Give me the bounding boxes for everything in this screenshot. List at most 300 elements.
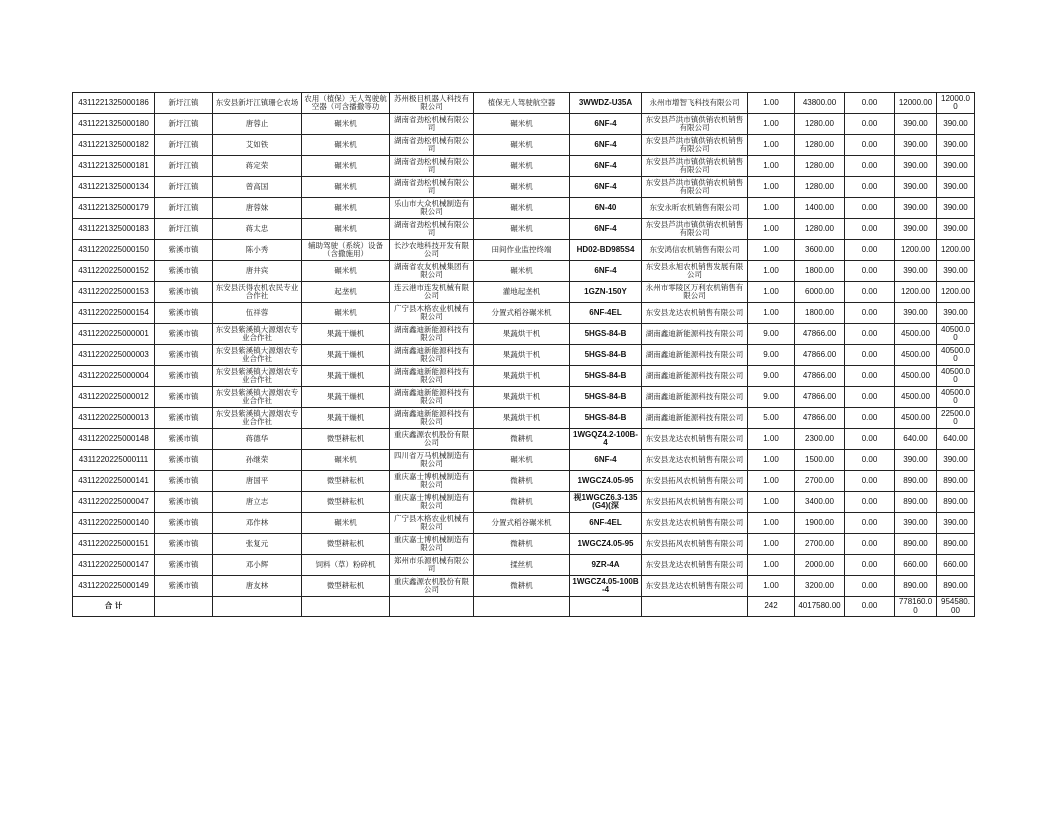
unit-subsidy-cell: 390.00 xyxy=(895,114,937,135)
sale-price-cell: 2700.00 xyxy=(795,534,845,555)
quantity-cell: 1.00 xyxy=(748,156,795,177)
manufacturer-cell: 连云港市连发机械有限公司 xyxy=(390,282,474,303)
table-row xyxy=(73,387,975,408)
col-value-a-cell: 0.00 xyxy=(845,471,895,492)
township-cell: 新圩江镇 xyxy=(155,156,213,177)
sale-price-cell: 1280.00 xyxy=(795,135,845,156)
machine-category-cell: 起垄机 xyxy=(302,282,390,303)
quantity-cell: 9.00 xyxy=(748,366,795,387)
product-name-cell: 田间作业监控终端 xyxy=(474,240,570,261)
manufacturer-cell: 湖南省劲松机械有限公司 xyxy=(390,177,474,198)
machine-category-cell: 碾米机 xyxy=(302,156,390,177)
product-name-cell: 微耕机 xyxy=(474,471,570,492)
dealer-cell: 东安县拓风农机销售有限公司 xyxy=(642,492,748,513)
product-name-cell: 微耕机 xyxy=(474,429,570,450)
manufacturer-cell: 湖南省劲松机械有限公司 xyxy=(390,114,474,135)
product-name-cell: 分置式稻谷碾米机 xyxy=(474,513,570,534)
township-cell: 紫溪市镇 xyxy=(155,345,213,366)
record-id-cell: 4311220225000151 xyxy=(73,534,155,555)
record-id-cell: 4311221325000182 xyxy=(73,135,155,156)
quantity-cell: 1.00 xyxy=(748,219,795,240)
record-id-cell: 4311220225000149 xyxy=(73,576,155,597)
township-cell: 紫溪市镇 xyxy=(155,450,213,471)
model-cell: 6NF-4EL xyxy=(570,513,642,534)
quantity-cell: 1.00 xyxy=(748,450,795,471)
dealer-cell: 东安鸿信农机销售有限公司 xyxy=(642,240,748,261)
model-cell: 6NF-4 xyxy=(570,261,642,282)
subsidy-table xyxy=(72,92,974,617)
township-cell: 紫溪市镇 xyxy=(155,408,213,429)
col-value-a-cell: 0.00 xyxy=(845,93,895,114)
model-cell: 6NF-4 xyxy=(570,450,642,471)
dealer-cell: 东安永昕农机销售有限公司 xyxy=(642,198,748,219)
township-cell: 紫溪市镇 xyxy=(155,429,213,450)
table-row xyxy=(73,177,975,198)
record-id-cell: 4311220225000148 xyxy=(73,429,155,450)
table-row xyxy=(73,282,975,303)
table-row xyxy=(73,429,975,450)
total-subsidy-cell: 390.00 xyxy=(937,198,975,219)
township-cell: 紫溪市镇 xyxy=(155,282,213,303)
col-value-a-cell: 0.00 xyxy=(845,156,895,177)
machine-category-cell: 农用（植保）无人驾驶航空器（可含播撒等功 xyxy=(302,93,390,114)
total-subsidy-cell: 390.00 xyxy=(937,450,975,471)
total-subsidy-cell: 390.00 xyxy=(937,513,975,534)
col-value-a-cell: 0.00 xyxy=(845,450,895,471)
dealer-cell: 东安县芦洪市镇供销农机销售有限公司 xyxy=(642,177,748,198)
model-cell: 5HGS-84-B xyxy=(570,408,642,429)
product-name-cell: 碾米机 xyxy=(474,156,570,177)
table-row xyxy=(73,240,975,261)
manufacturer-cell: 乐山市大众机械制造有限公司 xyxy=(390,198,474,219)
sale-price-cell: 2000.00 xyxy=(795,555,845,576)
table-row xyxy=(73,198,975,219)
township-cell: 新圩江镇 xyxy=(155,114,213,135)
dealer-cell: 东安县永旭农机销售发展有限公司 xyxy=(642,261,748,282)
total-subsidy-cell: 22500.00 xyxy=(937,408,975,429)
buyer-cell: 唐立志 xyxy=(213,492,302,513)
township-cell: 紫溪市镇 xyxy=(155,240,213,261)
dealer-cell: 湖南鑫迪新能源科技有限公司 xyxy=(642,387,748,408)
manufacturer-cell: 湖南省劲松机械有限公司 xyxy=(390,219,474,240)
table-row xyxy=(73,219,975,240)
sale-price-cell: 1800.00 xyxy=(795,261,845,282)
model-cell: 6NF-4 xyxy=(570,177,642,198)
manufacturer-cell: 广宁县木格农业机械有限公司 xyxy=(390,513,474,534)
record-id-cell: 4311220225000154 xyxy=(73,303,155,324)
table-row xyxy=(73,261,975,282)
dealer-cell: 东安县拓风农机销售有限公司 xyxy=(642,471,748,492)
machine-category-cell: 碾米机 xyxy=(302,450,390,471)
unit-subsidy-cell: 1200.00 xyxy=(895,240,937,261)
manufacturer-cell: 湖南省农友机械集团有限公司 xyxy=(390,261,474,282)
machine-category-cell: 微型耕耘机 xyxy=(302,492,390,513)
total-subsidy-cell: 890.00 xyxy=(937,492,975,513)
sale-price-cell: 3600.00 xyxy=(795,240,845,261)
machine-category-cell: 饲料（草）粉碎机 xyxy=(302,555,390,576)
product-name-cell: 碾米机 xyxy=(474,198,570,219)
model-cell: HD02-BD985S4 xyxy=(570,240,642,261)
sale-price-cell: 1500.00 xyxy=(795,450,845,471)
sale-price-cell: 47866.00 xyxy=(795,366,845,387)
total-subsidy-cell: 890.00 xyxy=(937,534,975,555)
unit-subsidy-cell: 390.00 xyxy=(895,135,937,156)
buyer-cell: 蒋定荣 xyxy=(213,156,302,177)
empty-cell xyxy=(213,597,302,617)
col-value-a-cell: 0.00 xyxy=(845,261,895,282)
model-cell: 6N-40 xyxy=(570,198,642,219)
total-subsidy-cell: 390.00 xyxy=(937,219,975,240)
sale-price-cell: 3200.00 xyxy=(795,576,845,597)
quantity-cell: 1.00 xyxy=(748,429,795,450)
total-subsidy-cell: 390.00 xyxy=(937,156,975,177)
manufacturer-cell: 湖南鑫迪新能源科技有限公司 xyxy=(390,324,474,345)
dealer-cell: 东安县龙达农机销售有限公司 xyxy=(642,450,748,471)
product-name-cell: 果蔬烘干机 xyxy=(474,345,570,366)
buyer-cell: 孙继荣 xyxy=(213,450,302,471)
unit-subsidy-cell: 1200.00 xyxy=(895,282,937,303)
table-row xyxy=(73,324,975,345)
machine-category-cell: 碾米机 xyxy=(302,303,390,324)
product-name-cell: 果蔬烘干机 xyxy=(474,324,570,345)
total-subsidy-cell: 390.00 xyxy=(937,303,975,324)
buyer-cell: 东安县新圩江镇珊仑农场 xyxy=(213,93,302,114)
table-row xyxy=(73,471,975,492)
dealer-cell: 东安县拓风农机销售有限公司 xyxy=(642,534,748,555)
total-subsidy-cell: 1200.00 xyxy=(937,240,975,261)
township-cell: 新圩江镇 xyxy=(155,198,213,219)
manufacturer-cell: 长沙农地科技开发有限公司 xyxy=(390,240,474,261)
manufacturer-cell: 湖南省劲松机械有限公司 xyxy=(390,156,474,177)
machine-category-cell: 果蔬干燥机 xyxy=(302,324,390,345)
record-id-cell: 4311220225000013 xyxy=(73,408,155,429)
unit-subsidy-cell: 12000.00 xyxy=(895,93,937,114)
quantity-cell: 1.00 xyxy=(748,282,795,303)
township-cell: 紫溪市镇 xyxy=(155,555,213,576)
col-value-a-cell: 0.00 xyxy=(845,114,895,135)
unit-subsidy-cell: 390.00 xyxy=(895,513,937,534)
quantity-cell: 1.00 xyxy=(748,471,795,492)
quantity-cell: 1.00 xyxy=(748,576,795,597)
total-col5: 954580.00 xyxy=(937,597,975,617)
record-id-cell: 4311221325000179 xyxy=(73,198,155,219)
col-value-a-cell: 0.00 xyxy=(845,408,895,429)
model-cell: 5HGS-84-B xyxy=(570,324,642,345)
product-name-cell: 分置式稻谷碾米机 xyxy=(474,303,570,324)
total-quantity: 242 xyxy=(748,597,795,617)
unit-subsidy-cell: 390.00 xyxy=(895,156,937,177)
model-cell: 5HGS-84-B xyxy=(570,387,642,408)
product-name-cell: 碾米机 xyxy=(474,261,570,282)
total-subsidy-cell: 390.00 xyxy=(937,177,975,198)
quantity-cell: 9.00 xyxy=(748,345,795,366)
unit-subsidy-cell: 4500.00 xyxy=(895,366,937,387)
col-value-a-cell: 0.00 xyxy=(845,366,895,387)
quantity-cell: 9.00 xyxy=(748,387,795,408)
product-name-cell: 碾米机 xyxy=(474,177,570,198)
record-id-cell: 4311221325000181 xyxy=(73,156,155,177)
table-row xyxy=(73,450,975,471)
empty-cell xyxy=(155,597,213,617)
sale-price-cell: 1280.00 xyxy=(795,177,845,198)
product-name-cell: 果蔬烘干机 xyxy=(474,366,570,387)
unit-subsidy-cell: 890.00 xyxy=(895,471,937,492)
township-cell: 紫溪市镇 xyxy=(155,534,213,555)
machine-category-cell: 碾米机 xyxy=(302,114,390,135)
township-cell: 新圩江镇 xyxy=(155,135,213,156)
model-cell: 1WGCZ4.05-95 xyxy=(570,534,642,555)
record-id-cell: 4311220225000150 xyxy=(73,240,155,261)
machine-category-cell: 微型耕耘机 xyxy=(302,429,390,450)
buyer-cell: 唐国平 xyxy=(213,471,302,492)
quantity-cell: 1.00 xyxy=(748,240,795,261)
buyer-cell: 唐蓉止 xyxy=(213,114,302,135)
dealer-cell: 东安县龙达农机销售有限公司 xyxy=(642,513,748,534)
dealer-cell: 东安县龙达农机销售有限公司 xyxy=(642,429,748,450)
dealer-cell: 永州市零陵区万利农机销售有限公司 xyxy=(642,282,748,303)
quantity-cell: 1.00 xyxy=(748,135,795,156)
unit-subsidy-cell: 390.00 xyxy=(895,177,937,198)
manufacturer-cell: 重庆鑫源农机股份有限公司 xyxy=(390,429,474,450)
table-row xyxy=(73,114,975,135)
buyer-cell: 东安县紫溪镇大源烟农专业合作社 xyxy=(213,366,302,387)
sale-price-cell: 1280.00 xyxy=(795,114,845,135)
record-id-cell: 4311220225000147 xyxy=(73,555,155,576)
quantity-cell: 1.00 xyxy=(748,93,795,114)
table-row xyxy=(73,555,975,576)
empty-cell xyxy=(642,597,748,617)
quantity-cell: 1.00 xyxy=(748,198,795,219)
manufacturer-cell: 苏州极目机器人科技有限公司 xyxy=(390,93,474,114)
dealer-cell: 东安县龙达农机销售有限公司 xyxy=(642,303,748,324)
total-subsidy-cell: 40500.00 xyxy=(937,366,975,387)
record-id-cell: 4311220225000111 xyxy=(73,450,155,471)
unit-subsidy-cell: 660.00 xyxy=(895,555,937,576)
total-subsidy-cell: 40500.00 xyxy=(937,387,975,408)
unit-subsidy-cell: 890.00 xyxy=(895,492,937,513)
manufacturer-cell: 湖南鑫迪新能源科技有限公司 xyxy=(390,345,474,366)
empty-cell xyxy=(302,597,390,617)
col-value-a-cell: 0.00 xyxy=(845,492,895,513)
col-value-a-cell: 0.00 xyxy=(845,513,895,534)
buyer-cell: 艾如铁 xyxy=(213,135,302,156)
dealer-cell: 湖南鑫迪新能源科技有限公司 xyxy=(642,345,748,366)
col-value-a-cell: 0.00 xyxy=(845,282,895,303)
unit-subsidy-cell: 890.00 xyxy=(895,534,937,555)
dealer-cell: 东安县芦洪市镇供销农机销售有限公司 xyxy=(642,135,748,156)
township-cell: 新圩江镇 xyxy=(155,93,213,114)
product-name-cell: 微耕机 xyxy=(474,576,570,597)
total-subsidy-cell: 890.00 xyxy=(937,576,975,597)
col-value-a-cell: 0.00 xyxy=(845,198,895,219)
product-name-cell: 灌地起垄机 xyxy=(474,282,570,303)
col-value-a-cell: 0.00 xyxy=(845,135,895,156)
total-label: 合 计 xyxy=(73,597,155,617)
machine-category-cell: 果蔬干燥机 xyxy=(302,408,390,429)
model-cell: 1WGCZ4.05-100B-4 xyxy=(570,576,642,597)
manufacturer-cell: 郑州市乐源机械有限公司 xyxy=(390,555,474,576)
sale-price-cell: 2300.00 xyxy=(795,429,845,450)
col-value-a-cell: 0.00 xyxy=(845,219,895,240)
table-row xyxy=(73,303,975,324)
sale-price-cell: 47866.00 xyxy=(795,345,845,366)
quantity-cell: 5.00 xyxy=(748,408,795,429)
unit-subsidy-cell: 390.00 xyxy=(895,450,937,471)
model-cell: 1GZN-150Y xyxy=(570,282,642,303)
product-name-cell: 果蔬烘干机 xyxy=(474,408,570,429)
machine-category-cell: 碾米机 xyxy=(302,135,390,156)
quantity-cell: 1.00 xyxy=(748,177,795,198)
record-id-cell: 4311221325000183 xyxy=(73,219,155,240)
table-row xyxy=(73,345,975,366)
buyer-cell: 东安县沃得农机农民专业合作社 xyxy=(213,282,302,303)
manufacturer-cell: 重庆嘉士博机械制造有限公司 xyxy=(390,534,474,555)
quantity-cell: 1.00 xyxy=(748,261,795,282)
table-row xyxy=(73,492,975,513)
total-subsidy-cell: 1200.00 xyxy=(937,282,975,303)
product-name-cell: 果蔬烘干机 xyxy=(474,387,570,408)
total-subsidy-cell: 40500.00 xyxy=(937,345,975,366)
quantity-cell: 1.00 xyxy=(748,492,795,513)
manufacturer-cell: 重庆嘉士博机械制造有限公司 xyxy=(390,492,474,513)
manufacturer-cell: 重庆鑫源农机股份有限公司 xyxy=(390,576,474,597)
buyer-cell: 东安县紫溪镇大源烟农专业合作社 xyxy=(213,408,302,429)
unit-subsidy-cell: 390.00 xyxy=(895,198,937,219)
model-cell: 6NF-4 xyxy=(570,135,642,156)
model-cell: 6NF-4 xyxy=(570,156,642,177)
machine-category-cell: 微型耕耘机 xyxy=(302,534,390,555)
quantity-cell: 1.00 xyxy=(748,303,795,324)
buyer-cell: 邓小辉 xyxy=(213,555,302,576)
record-id-cell: 4311220225000012 xyxy=(73,387,155,408)
empty-cell xyxy=(570,597,642,617)
col-value-a-cell: 0.00 xyxy=(845,177,895,198)
sale-price-cell: 47866.00 xyxy=(795,324,845,345)
sale-price-cell: 1280.00 xyxy=(795,219,845,240)
sale-price-cell: 6000.00 xyxy=(795,282,845,303)
sale-price-cell: 1800.00 xyxy=(795,303,845,324)
buyer-cell: 东安县紫溪镇大源烟农专业合作社 xyxy=(213,324,302,345)
col-value-a-cell: 0.00 xyxy=(845,534,895,555)
unit-subsidy-cell: 390.00 xyxy=(895,219,937,240)
dealer-cell: 东安县龙达农机销售有限公司 xyxy=(642,555,748,576)
buyer-cell: 唐友林 xyxy=(213,576,302,597)
col-value-a-cell: 0.00 xyxy=(845,345,895,366)
product-name-cell: 碾米机 xyxy=(474,135,570,156)
model-cell: 视1WGCZ6.3-135(G4)(深 xyxy=(570,492,642,513)
record-id-cell: 4311220225000141 xyxy=(73,471,155,492)
dealer-cell: 湖南鑫迪新能源科技有限公司 xyxy=(642,324,748,345)
col-value-a-cell: 0.00 xyxy=(845,429,895,450)
product-name-cell: 揉丝机 xyxy=(474,555,570,576)
record-id-cell: 4311220225000001 xyxy=(73,324,155,345)
township-cell: 新圩江镇 xyxy=(155,219,213,240)
machine-category-cell: 果蔬干燥机 xyxy=(302,345,390,366)
dealer-cell: 东安县芦洪市镇供销农机销售有限公司 xyxy=(642,219,748,240)
sale-price-cell: 47866.00 xyxy=(795,387,845,408)
unit-subsidy-cell: 4500.00 xyxy=(895,324,937,345)
record-id-cell: 4311220225000153 xyxy=(73,282,155,303)
total-col4: 778160.00 xyxy=(895,597,937,617)
buyer-cell: 唐蓉妹 xyxy=(213,198,302,219)
machine-category-cell: 微型耕耘机 xyxy=(302,576,390,597)
buyer-cell: 蒋太忠 xyxy=(213,219,302,240)
table-row xyxy=(73,534,975,555)
dealer-cell: 东安县芦洪市镇供销农机销售有限公司 xyxy=(642,114,748,135)
record-id-cell: 4311220225000152 xyxy=(73,261,155,282)
manufacturer-cell: 广宁县木格农业机械有限公司 xyxy=(390,303,474,324)
quantity-cell: 1.00 xyxy=(748,555,795,576)
dealer-cell: 东安县芦洪市镇供销农机销售有限公司 xyxy=(642,156,748,177)
empty-cell xyxy=(390,597,474,617)
unit-subsidy-cell: 390.00 xyxy=(895,303,937,324)
product-name-cell: 碾米机 xyxy=(474,219,570,240)
model-cell: 6NF-4EL xyxy=(570,303,642,324)
record-id-cell: 4311221325000186 xyxy=(73,93,155,114)
buyer-cell: 张复元 xyxy=(213,534,302,555)
table-row xyxy=(73,135,975,156)
record-id-cell: 4311220225000047 xyxy=(73,492,155,513)
model-cell: 1WGCZ4.05-95 xyxy=(570,471,642,492)
buyer-cell: 邓作林 xyxy=(213,513,302,534)
model-cell: 3WWDZ-U35A xyxy=(570,93,642,114)
model-cell: 6NF-4 xyxy=(570,219,642,240)
buyer-cell: 东安县紫溪镇大源烟农专业合作社 xyxy=(213,387,302,408)
sale-price-cell: 47866.00 xyxy=(795,408,845,429)
table-row xyxy=(73,93,975,114)
total-subsidy-cell: 40500.00 xyxy=(937,324,975,345)
model-cell: 5HGS-84-B xyxy=(570,345,642,366)
quantity-cell: 1.00 xyxy=(748,114,795,135)
dealer-cell: 湖南鑫迪新能源科技有限公司 xyxy=(642,366,748,387)
table-row xyxy=(73,576,975,597)
total-subsidy-cell: 890.00 xyxy=(937,471,975,492)
product-name-cell: 碾米机 xyxy=(474,450,570,471)
manufacturer-cell: 湖南鑫迪新能源科技有限公司 xyxy=(390,408,474,429)
township-cell: 紫溪市镇 xyxy=(155,303,213,324)
buyer-cell: 蒋德华 xyxy=(213,429,302,450)
col-value-a-cell: 0.00 xyxy=(845,576,895,597)
model-cell: 9ZR-4A xyxy=(570,555,642,576)
unit-subsidy-cell: 640.00 xyxy=(895,429,937,450)
col-value-a-cell: 0.00 xyxy=(845,387,895,408)
manufacturer-cell: 重庆嘉士博机械制造有限公司 xyxy=(390,471,474,492)
empty-cell xyxy=(474,597,570,617)
total-col3: 0.00 xyxy=(845,597,895,617)
machine-category-cell: 碾米机 xyxy=(302,261,390,282)
buyer-cell: 伍祥蓉 xyxy=(213,303,302,324)
record-id-cell: 4311220225000004 xyxy=(73,366,155,387)
township-cell: 紫溪市镇 xyxy=(155,261,213,282)
col-value-a-cell: 0.00 xyxy=(845,303,895,324)
unit-subsidy-cell: 4500.00 xyxy=(895,345,937,366)
machine-category-cell: 碾米机 xyxy=(302,219,390,240)
table-body xyxy=(73,93,975,597)
table-row xyxy=(73,156,975,177)
product-name-cell: 植保无人驾驶航空器 xyxy=(474,93,570,114)
total-subsidy-cell: 390.00 xyxy=(937,114,975,135)
machine-category-cell: 果蔬干燥机 xyxy=(302,387,390,408)
total-subsidy-cell: 390.00 xyxy=(937,135,975,156)
machine-category-cell: 碾米机 xyxy=(302,198,390,219)
sale-price-cell: 2700.00 xyxy=(795,471,845,492)
col-value-a-cell: 0.00 xyxy=(845,240,895,261)
col-value-a-cell: 0.00 xyxy=(845,555,895,576)
record-id-cell: 4311220225000003 xyxy=(73,345,155,366)
dealer-cell: 湖南鑫迪新能源科技有限公司 xyxy=(642,408,748,429)
township-cell: 紫溪市镇 xyxy=(155,471,213,492)
sale-price-cell: 3400.00 xyxy=(795,492,845,513)
